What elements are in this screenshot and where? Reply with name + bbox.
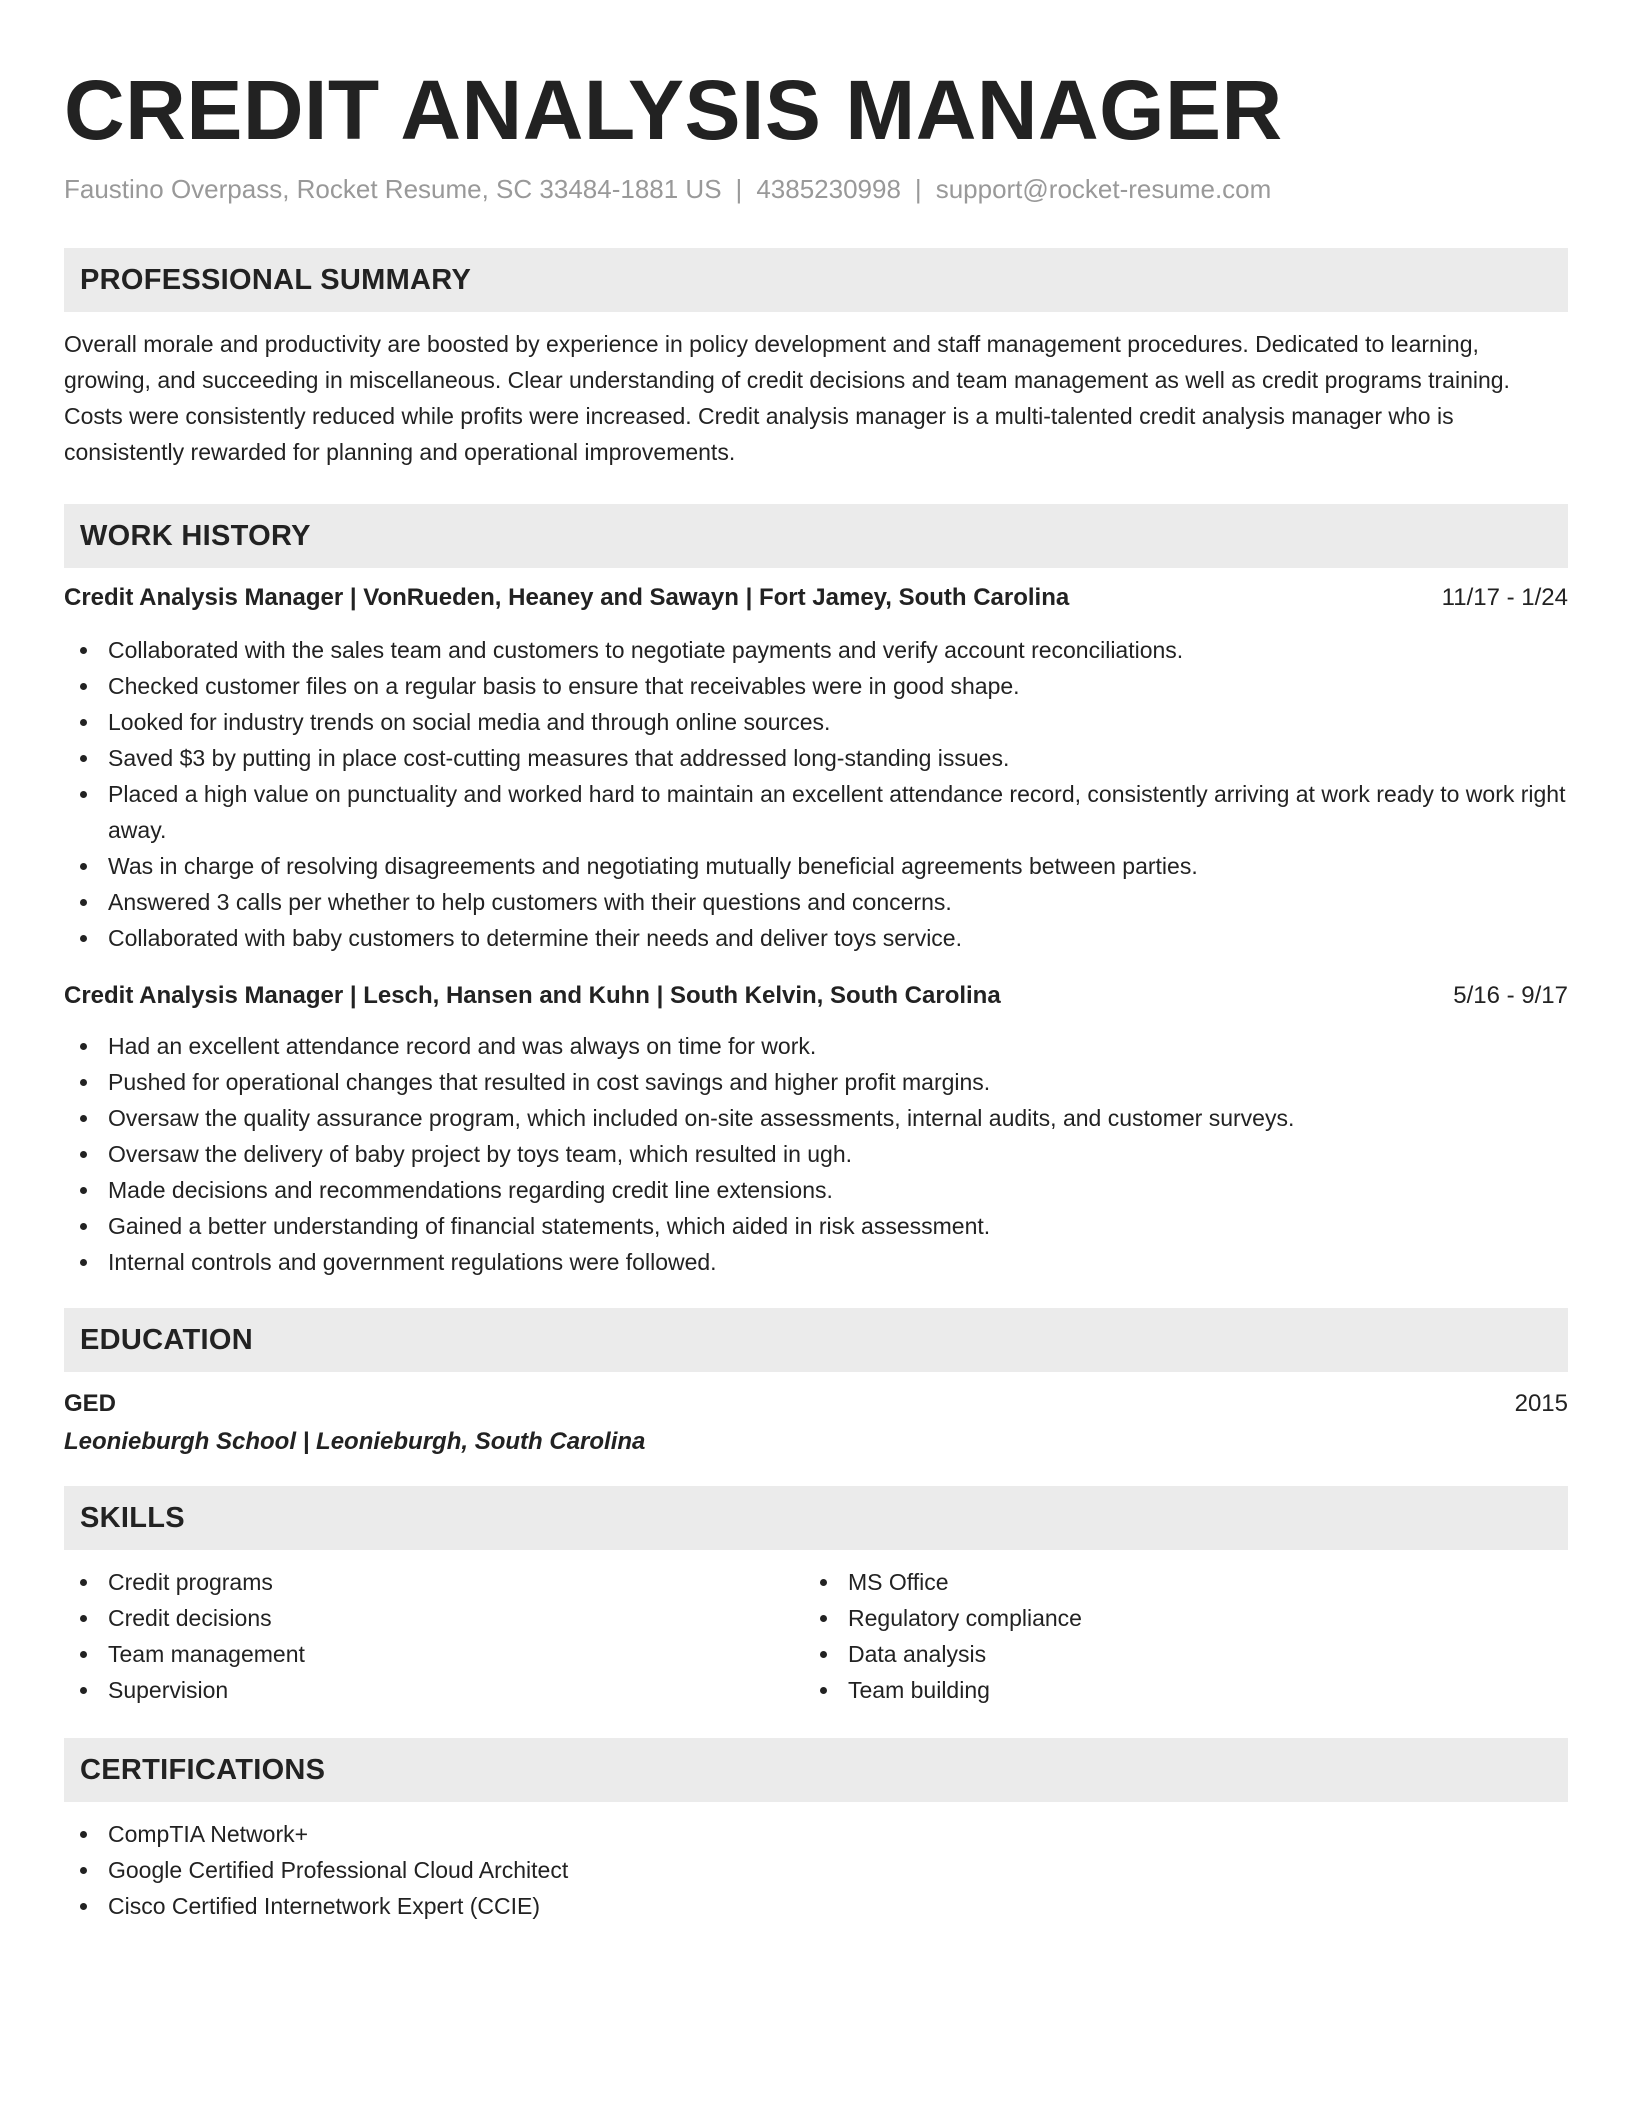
skill-item: Supervision (64, 1672, 804, 1708)
skill-item: Credit decisions (64, 1600, 804, 1636)
job-title: Credit Analysis Manager | VonRueden, Heaney and Sawayn | Fort Jamey, South Carolina (64, 584, 1070, 611)
skills-list-left (64, 1564, 804, 1708)
certification-item: Cisco Certified Internetwork Expert (CCIE) (64, 1888, 1568, 1924)
certification-item: Google Certified Professional Cloud Architect (64, 1852, 1568, 1888)
job-bullet: Pushed for operational changes that resulted in cost savings and higher profit margins. (64, 1064, 1568, 1100)
skill-item: Data analysis (804, 1636, 1544, 1672)
job-bullet: Internal controls and government regulations were followed. (64, 1244, 1568, 1280)
education-degree: GED (64, 1390, 117, 1417)
contact-email: support@rocket-resume.com (935, 174, 1272, 204)
job-bullet-list (64, 1028, 1568, 1280)
job-bullet: Collaborated with the sales team and customers to negotiate payments and verify account reconciliations. (64, 632, 1568, 668)
job-dates: 11/17 - 1/24 (1441, 584, 1568, 611)
skill-item: MS Office (804, 1564, 1544, 1600)
skill-item: Regulatory compliance (804, 1600, 1544, 1636)
contact-separator: | (735, 174, 743, 204)
skill-item: Team management (64, 1636, 804, 1672)
resume-page (64, 0, 1568, 1924)
section-header-skills: SKILLS (64, 1486, 1568, 1550)
job-bullet: Oversaw the delivery of baby project by toys team, which resulted in ugh. (64, 1136, 1568, 1172)
job-header (64, 580, 1568, 616)
job-bullet: Placed a high value on punctuality and worked hard to maintain an excellent attendance record, consistently arriving at work ready to work right away. (64, 776, 1568, 848)
section-header-certifications: CERTIFICATIONS (64, 1738, 1568, 1802)
skills-list-right (804, 1564, 1544, 1708)
education-school: Leonieburgh School | Leonieburgh, South Carolina (64, 1428, 646, 1455)
skills-columns (64, 1564, 1568, 1708)
contact-address: Faustino Overpass, Rocket Resume, SC 33484-1881 US (64, 174, 722, 204)
skill-item: Credit programs (64, 1564, 804, 1600)
job-entry (64, 580, 1568, 956)
section-header-summary: PROFESSIONAL SUMMARY (64, 248, 1568, 312)
job-bullet: Made decisions and recommendations regarding credit line extensions. (64, 1172, 1568, 1208)
contact-line (64, 172, 1568, 206)
contact-phone: 4385230998 (756, 174, 901, 204)
education-header (64, 1386, 1568, 1422)
resume-name-title: CREDIT ANALYSIS MANAGER (64, 63, 1283, 157)
job-bullet: Had an excellent attendance record and was always on time for work. (64, 1028, 1568, 1064)
certification-item: CompTIA Network+ (64, 1816, 1568, 1852)
job-entry (64, 978, 1568, 1280)
job-bullet: Saved $3 by putting in place cost-cutting measures that addressed long-standing issues. (64, 740, 1568, 776)
job-bullet: Oversaw the quality assurance program, which included on-site assessments, internal audits, and customer surveys. (64, 1100, 1568, 1136)
job-dates: 5/16 - 9/17 (1453, 982, 1568, 1009)
summary-text: Overall morale and productivity are boosted by experience in policy development and staff management procedures. Dedicated to learning, growing, and succeeding in miscellaneous. Clear understanding of credit decisions and team management as well as credit programs training. Costs were consistently reduced while profits were increased. Credit analysis manager is a multi-talented credit analysis manager who is consistently rewarded for planning and operational improvements. (64, 331, 1510, 465)
job-bullet: Was in charge of resolving disagreements and negotiating mutually beneficial agreements between parties. (64, 848, 1568, 884)
job-bullet: Collaborated with baby customers to determine their needs and deliver toys service. (64, 920, 1568, 956)
job-header (64, 978, 1568, 1014)
job-bullet: Checked customer files on a regular basis to ensure that receivables were in good shape. (64, 668, 1568, 704)
education-entry (64, 1386, 1568, 1462)
education-year: 2015 (1514, 1390, 1568, 1417)
job-bullet-list (64, 632, 1568, 956)
job-bullet: Looked for industry trends on social media and through online sources. (64, 704, 1568, 740)
section-header-education: EDUCATION (64, 1308, 1568, 1372)
job-bullet: Gained a better understanding of financial statements, which aided in risk assessment. (64, 1208, 1568, 1244)
job-title: Credit Analysis Manager | Lesch, Hansen and Kuhn | South Kelvin, South Carolina (64, 982, 1001, 1009)
skill-item: Team building (804, 1672, 1544, 1708)
job-bullet: Answered 3 calls per whether to help customers with their questions and concerns. (64, 884, 1568, 920)
certifications-list (64, 1816, 1568, 1924)
contact-separator: | (914, 174, 922, 204)
section-header-work-history: WORK HISTORY (64, 504, 1568, 568)
